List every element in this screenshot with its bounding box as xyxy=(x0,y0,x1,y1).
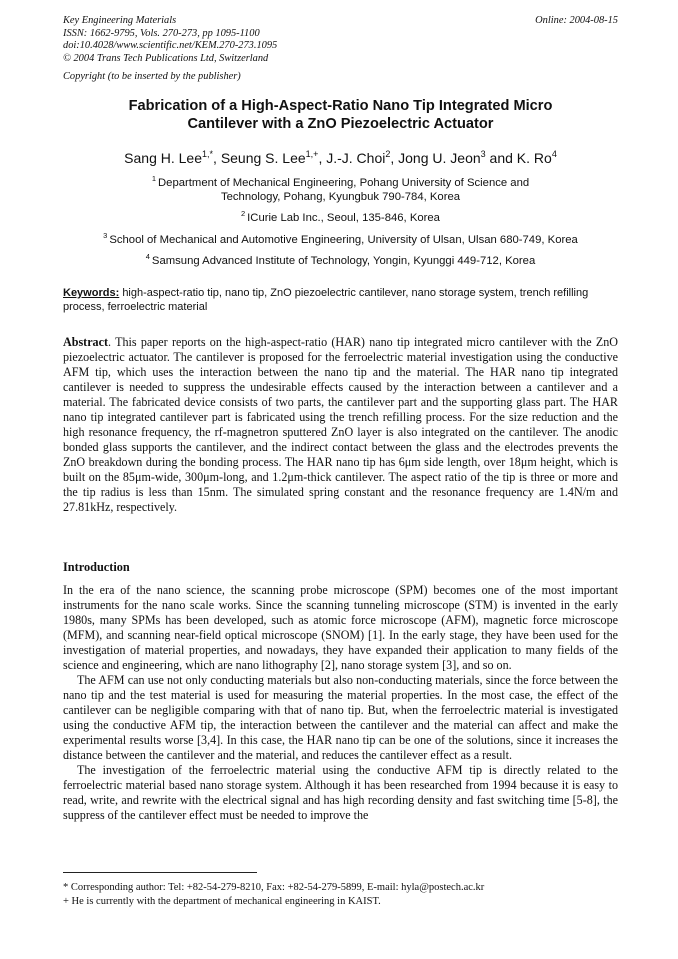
online-date: Online: 2004-08-15 xyxy=(535,15,618,26)
affiliation-number: 4 xyxy=(145,252,150,261)
footnote-affiliation-note: + He is currently with the department of mechanical engineering in KAIST. xyxy=(63,896,381,907)
journal-header xyxy=(63,15,618,65)
affiliation-text-continued: Technology, Pohang, Kyungbuk 790-784, Korea xyxy=(220,191,461,203)
affiliation-2 xyxy=(63,207,618,225)
footnote-divider xyxy=(63,872,257,873)
affiliation-number: 1 xyxy=(151,174,157,183)
author-separator: and xyxy=(485,150,517,166)
affiliation-text: ICurie Lab Inc., Seoul, 135-846, Korea xyxy=(247,212,440,224)
paragraph: The investigation of the ferroelectric material using the conductive AFM tip is directly related to the ferroelectric material based nano storage system. Although it has been researched from 1994 because it is easy to read, write, and rewrite with the electrical signal and has high recording density and fast switching time [5-8], the suppress of the cantilever effect must be needed to improve the xyxy=(63,763,618,822)
author-list xyxy=(63,145,618,167)
paragraph: The AFM can use not only conducting materials but also non-conducting materials, since the force between the nano tip and the test material is used for measuring the material properties. In the most case, the effect of the cantilever can be negligible comparing with that of nano tip. But, when the ferroelectric material is investigated using the conductive AFM tip, the interaction between the cantilever and the material can affect and make the experimental results worse [3,4]. In this case, the HAR nano tip can be one of the solutions, since it increases the distance between the cantilever and the material, and reduces the cantilever effect as a result. xyxy=(63,673,618,762)
footnote-corresponding-author: * Corresponding author: Tel: +82-54-279-8210, Fax: +82-54-279-5899, E-mail: hyla@postech.ac.kr xyxy=(63,882,485,893)
copyright-note: Copyright (to be inserted by the publisher) xyxy=(63,71,241,82)
affiliation-text: School of Mechanical and Automotive Engineering, University of Ulsan, Ulsan 680-749, Korea xyxy=(109,234,578,246)
author: K. Ro xyxy=(516,150,552,166)
introduction-body xyxy=(63,583,618,823)
author: J.-J. Choi xyxy=(326,150,386,166)
affiliation-number: 3 xyxy=(103,231,108,240)
author-affiliation-mark: 2 xyxy=(385,149,391,159)
affiliation-3 xyxy=(63,229,618,247)
author-affiliation-mark: 3 xyxy=(480,149,486,159)
abstract-label: Abstract xyxy=(63,335,109,349)
author-separator: , xyxy=(318,150,327,166)
keywords-label: Keywords: xyxy=(63,287,120,299)
journal-name: Key Engineering Materials xyxy=(63,15,177,26)
issn-line: ISSN: 1662-9795, Vols. 270-273, pp 1095-1100 xyxy=(63,27,260,39)
affiliation-text: Samsung Advanced Institute of Technology, Yongin, Kyunggi 449-712, Korea xyxy=(151,255,536,267)
title-line-2: Cantilever with a ZnO Piezoelectric Actuator xyxy=(187,116,494,132)
author: Jong U. Jeon xyxy=(398,150,481,166)
keywords xyxy=(63,286,618,314)
affiliation-number: 2 xyxy=(241,209,246,218)
author-separator: , xyxy=(213,150,221,166)
section-heading-introduction: Introduction xyxy=(63,560,130,574)
keywords-text: high-aspect-ratio tip, nano tip, ZnO piezoelectric cantilever, nano storage system, trench refilling process, ferroelectric material xyxy=(63,287,589,313)
affiliation-4 xyxy=(63,250,618,268)
author: Seung S. Lee xyxy=(220,150,306,166)
author-separator: , xyxy=(390,150,399,166)
author-affiliation-mark: 4 xyxy=(551,149,557,159)
doi-line: doi:10.4028/www.scientific.net/KEM.270-273.1095 xyxy=(63,40,278,52)
paragraph: In the era of the nano science, the scanning probe microscope (SPM) becomes one of the most important instruments for the nano scale works. Since the scanning tunneling microscope (STM) is invented in the early 1980s, many SPMs has been developed, such as atomic force microscope (AFM), magnetic force microscope (MFM), and scanning near-field optical microscope (SNOM) [1]. In the early stage, they have been used for the investigation of material properties, and nowadays, they have expanded their application to many fields of the science and engineering, which are nano lithography [2], nano storage system [3], and so on. xyxy=(63,583,618,672)
author-affiliation-mark: 1,+ xyxy=(305,149,319,159)
publisher-line: © 2004 Trans Tech Publications Ltd, Switzerland xyxy=(63,52,269,64)
footnotes xyxy=(63,881,618,909)
paper-title xyxy=(63,97,618,133)
author: Sang H. Lee xyxy=(124,150,203,166)
affiliation-1 xyxy=(63,172,618,204)
title-line-1: Fabrication of a High-Aspect-Ratio Nano Tip Integrated Micro xyxy=(128,98,553,114)
abstract xyxy=(63,335,618,515)
affiliation-text: Department of Mechanical Engineering, Pohang University of Science and xyxy=(158,177,530,189)
author-affiliation-mark: 1,* xyxy=(202,149,214,159)
abstract-text: . This paper reports on the high-aspect-ratio (HAR) nano tip integrated micro cantilever with the ZnO piezoelectric actuator. The cantilever is proposed for the ferroelectric material investigation using the conductive AFM tip, which uses the interaction between the nano tip and the material. The HAR nano tip integrated cantilever is needed to suppress the undesirable effects caused by the interaction between a cantilever and a material. The fabricated device consists of two parts, the cantilever part and the supporting glass part. The HAR nano tip integrated cantilever part is fabricated using the trench refilling process. For the size reduction and the high resonance frequency, the rf-magnetron sputtered ZnO layer is also integrated on the cantilever. The anodic bonded glass supports the cantilever, and the indirect contact between the glass and the electrodes prevents the ZnO breakdown during the bonding process. The HAR nano tip has 6μm side length, over 18μm height, which is built on the 85μm-wide, 300μm-long, and 1.2μm-thick cantilever. The aspect ratio of the tip is three or more and the tip radius is less than 15nm. The simulated spring constant and the resonance frequency are 1.4N/m and 27.81kHz, respectively. xyxy=(63,335,618,514)
